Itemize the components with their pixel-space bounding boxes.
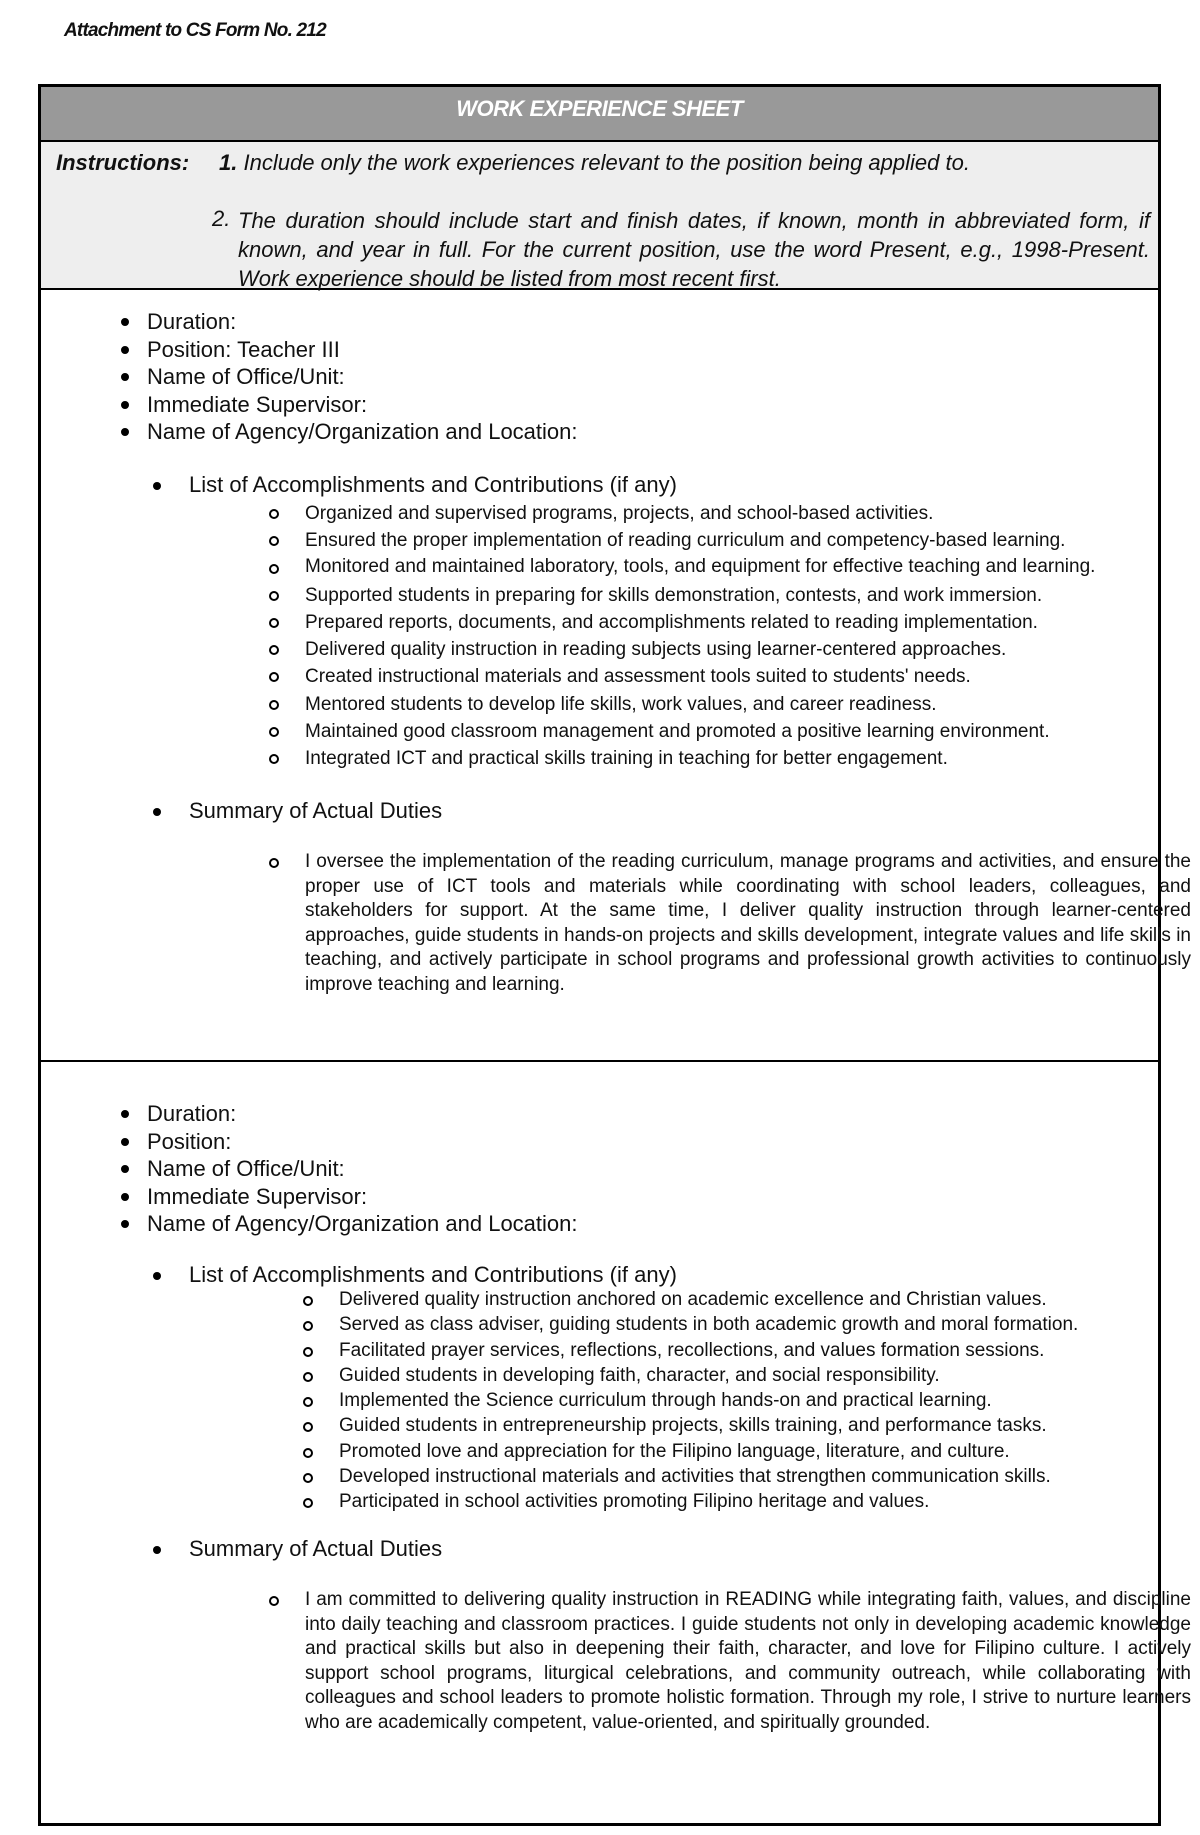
accomplishment-item: Developed instructional materials and activities that strengthen communication skills. [303,1464,1183,1489]
accomplishment-item: Ensured the proper implementation of reading curriculum and competency-based learning. [269,527,1189,554]
duties-summary: I oversee the implementation of the reading curriculum, manage programs and activities, and ensure the proper use of ICT tools and materials while coordinating with school leaders, colleagues, and stakeholders for support. At the same time, I deliver quality instruction through learner-centered approaches, guide students in hands-on projects and skills development, integrate values and life skills in teaching, and actively participate in school programs and professional growth activities to continuously improve teaching and learning. [269,850,1191,998]
instruction-1-number: 1. [219,150,238,175]
accomplishments-heading: List of Accomplishments and Contributions (if any) [153,1262,677,1288]
agency-field: Name of Agency/Organization and Location: [121,1210,578,1238]
work-entry-1 [41,290,1191,1062]
accomplishment-item: Served as class adviser, guiding students in both academic growth and moral formation. [303,1312,1183,1337]
instruction-1 [219,150,970,176]
duration-field: Duration: [121,1100,578,1128]
accomplishment-item: Prepared reports, documents, and accomplishments related to reading implementation. [269,609,1189,636]
supervisor-field: Immediate Supervisor: [121,1183,578,1211]
work-experience-sheet [38,84,1191,1826]
accomplishment-item: Integrated ICT and practical skills training in teaching for better engagement. [269,745,1189,772]
accomplishment-item: Supported students in preparing for skills demonstration, contests, and work immersion. [269,582,1189,609]
duties-heading: Summary of Actual Duties [153,798,442,824]
office-field: Name of Office/Unit: [121,1155,578,1183]
instruction-2-number: 2. [212,206,231,231]
entry-details [121,1100,578,1238]
entry-details [121,308,578,446]
attachment-label: Attachment to CS Form No. 212 [64,20,326,41]
office-field: Name of Office/Unit: [121,363,578,391]
accomplishment-item: Participated in school activities promoting Filipino heritage and values. [303,1489,1183,1514]
instruction-1-text: Include only the work experiences relevant to the position being applied to. [243,150,970,175]
accomplishment-item: Maintained good classroom management and promoted a positive learning environment. [269,718,1189,745]
duration-field: Duration: [121,308,578,336]
accomplishment-item: Delivered quality instruction in reading subjects using learner-centered approaches. [269,636,1189,663]
instruction-2-text: The duration should include start and finish dates, if known, month in abbreviated form, if known, and year in full. For the current position, use the word Present, e.g., 1998-Present. Work experience should be listed from most recent first. [238,208,1150,291]
accomplishment-item: Guided students in developing faith, character, and social responsibility. [303,1363,1183,1388]
accomplishments-heading: List of Accomplishments and Contributions (if any) [153,472,677,498]
sheet-title: WORK EXPERIENCE SHEET [41,87,1158,142]
instructions-section [41,142,1158,290]
duties-heading: Summary of Actual Duties [153,1536,442,1562]
accomplishment-item: Mentored students to develop life skills, work values, and career readiness. [269,691,1189,718]
accomplishment-item: Delivered quality instruction anchored on academic excellence and Christian values. [303,1287,1183,1312]
accomplishment-item: Guided students in entrepreneurship projects, skills training, and performance tasks. [303,1413,1183,1438]
instructions-label: Instructions: [56,150,190,175]
accomplishment-item: Created instructional materials and assessment tools suited to students' needs. [269,663,1189,690]
accomplishments-list [303,1287,1183,1515]
position-field: Position: Teacher III [121,336,578,364]
accomplishments-list [269,500,1189,773]
position-field: Position: [121,1128,578,1156]
accomplishment-item: Promoted love and appreciation for the Filipino language, literature, and culture. [303,1439,1183,1464]
work-entry-2 [41,1062,1191,1822]
accomplishment-item: Organized and supervised programs, projects, and school-based activities. [269,500,1189,527]
accomplishment-item: Implemented the Science curriculum through hands-on and practical learning. [303,1388,1183,1413]
agency-field: Name of Agency/Organization and Location: [121,418,578,446]
supervisor-field: Immediate Supervisor: [121,391,578,419]
duties-summary: I am committed to delivering quality instruction in READING while integrating faith, values, and discipline into daily teaching and classroom practices. I guide students not only in developing academic knowledge and practical skills but also in deepening their faith, character, and love for Filipino culture. I actively support school programs, liturgical celebrations, and community outreach, while collaborating with colleagues and school leaders to promote holistic formation. Through my role, I strive to nurture learners who are academically competent, value-oriented, and spiritually grounded. [269,1588,1191,1736]
accomplishment-item: Monitored and maintained laboratory, tools, and equipment for effective teaching and learning. [269,555,1189,579]
accomplishment-item: Facilitated prayer services, reflections, recollections, and values formation sessions. [303,1338,1183,1363]
